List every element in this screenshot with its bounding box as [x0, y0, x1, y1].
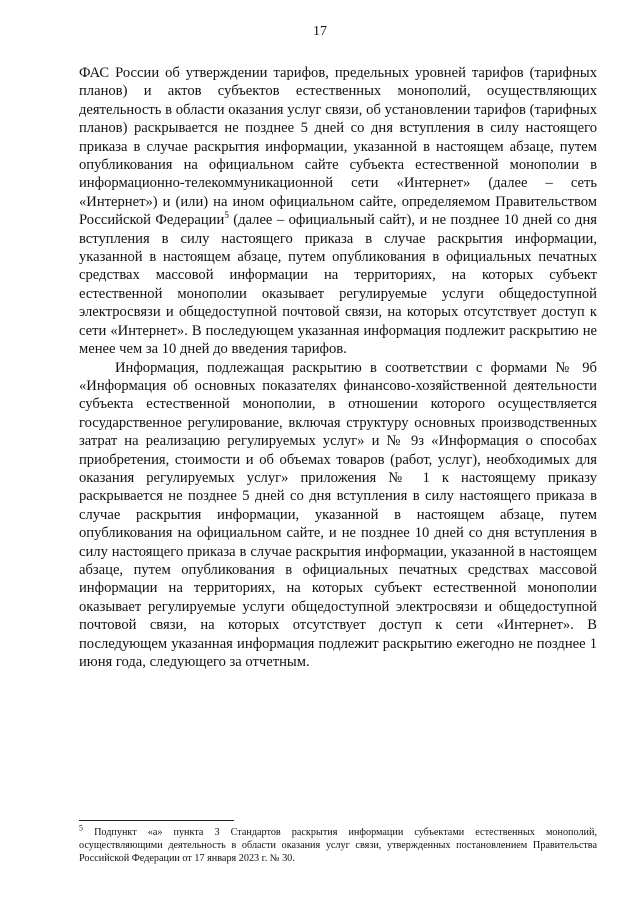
paragraph-1-text-start: ФАС России об утверждении тарифов, предельных уровней тарифов (тарифных планов) и актов субъектов естественных монополий, осуществляющих деятельность в области оказания услуг связи, об установлении тарифов (тарифных планов) раскрывается не позднее 5 дней со дня вступления в силу настоящего приказа в случае раскрытия информации, указанной в настоящем абзаце, путем опубликования на официальном сайте субъекта естественной монополии в информационно-телекоммуникационной сети «Интернет» (далее – сеть «Интернет») и (или) на ином официальном сайте, определяемом Правительством Российской Федерации	[79, 65, 597, 229]
footnote-marker: 5	[79, 823, 83, 833]
paragraph-forms-9b-9z: Информация, подлежащая раскрытию в соответствии с формами № 9б «Информация об основных показателях финансово-хозяйственной деятельности субъекта естественной монополии, в отношении которого осуществляется государственное регулирование, включая структуру основных производственных затрат на реализацию регулируемых услуг» и № 9з «Информация о способах приобретения, стоимости и об объемах товаров (работ, услуг), необходимых для оказания регулируемых услуг» приложения № 1 к настоящему приказу раскрывается не позднее 5 дней со дня вступления в силу настоящего приказа в случае раскрытия информации, указанной в настоящем абзаце, путем опубликования на официальном сайте, и не позднее 10 дней со дня вступления в силу настоящего приказа в случае раскрытия информации, указанной в настоящем абзаце, путем опубликования в официальных печатных средствах массовой информации на территориях, на которых субъект естественной монополии оказывает регулируемые услуги общедоступной электросвязи и общедоступной почтовой связи, на которых отсутствует доступ к сети «Интернет». В последующем указанная информация подлежит раскрытию ежегодно не позднее 1 июня года, следующего за отчетным.	[79, 359, 597, 670]
paragraph-continued	[79, 64, 597, 359]
footnote	[79, 823, 597, 866]
footnote-text: Подпункт «а» пункта 3 Стандартов раскрытия информации субъектами естественных монополий, осуществляющими деятельность в области оказания услуг связи, утвержденных постановлением Правительства Российской Федерации от 17 января 2023 г. № 30.	[79, 827, 597, 865]
footnote-separator	[79, 820, 234, 821]
page-number: 17	[313, 24, 327, 39]
paragraph-1-text-end: (далее – официальный сайт), и не позднее 10 дней со дня вступления в силу настоящего приказа в случае раскрытия информации, указанной в настоящем абзаце, путем опубликования в официальных печатных средствах массовой информации на территориях, на которых субъект естественной монополии оказывает регулируемые услуги общедоступной электросвязи и общедоступной почтовой связи, на которых отсутствует доступ к сети «Интернет». В последующем указанная информация подлежит раскрытию не менее чем за 10 дней до введения тарифов.	[79, 212, 597, 358]
footnote-reference[interactable]: 5	[224, 210, 229, 221]
body-text	[79, 64, 597, 671]
